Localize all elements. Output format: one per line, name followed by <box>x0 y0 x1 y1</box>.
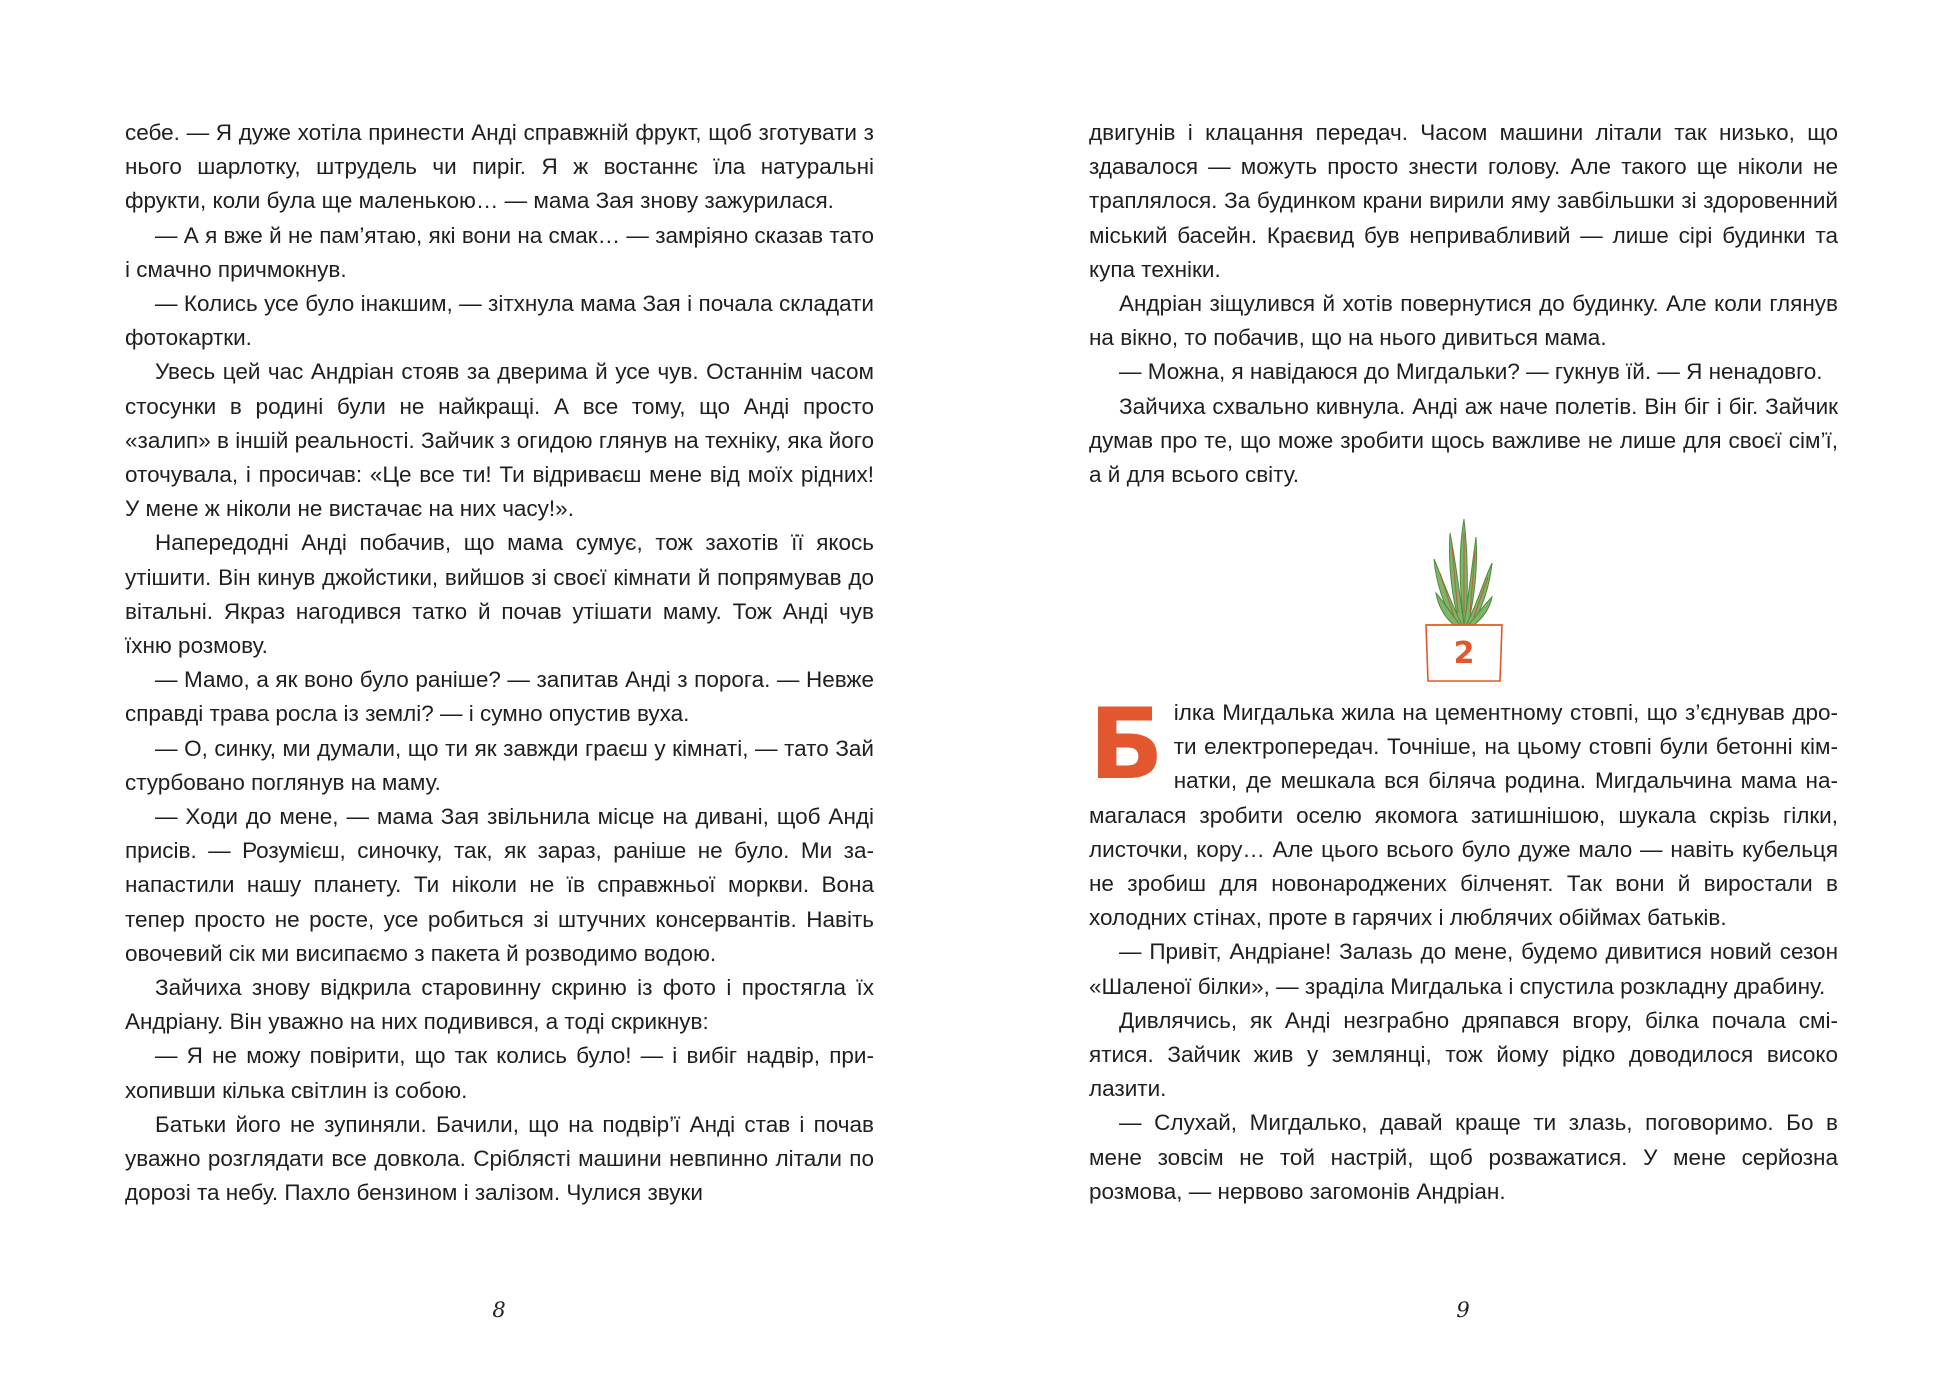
paragraph: — Ходи до мене, — мама Зая звільнила місце на дивані, щоб Анді присів. — Розумієш, синочку, так, як зараз, раніше не було. Ми занапастили нашу планету. Ти ніколи не їв справжньої моркви. Вона тепер просто не росте, усе робиться зі штучних консервантів. Навіть овочевий сік ми висипаємо з пакета й розводимо водою. <box>125 804 874 966</box>
paragraph: Увесь цей час Андріан стояв за дверима й усе чув. Останнім часом стосунки в родині були не найкращі. А все тому, що Анді просто «залип» в іншій реальності. Зайчик з огидою глянув на техніку, яка його оточувала, і просичав: «Це все ти! Ти відриваєш мене від моїх рідних! У мене ж ніколи не вистачає на них часу!». <box>125 359 874 522</box>
paragraph: Андріан зіщулився й хотів повернутися до будинку. Але коли глянув на вікно, то побачив, що на нього дивиться мама. <box>1089 291 1838 351</box>
plant-leaves <box>1434 519 1492 625</box>
paragraph: — Привіт, Андріане! Залазь до мене, будемо дивитися новий сезон «Шаленої білки», — зраділа Мигдалька і спустила розкладну драбину. <box>1089 939 1838 999</box>
chapter-number: 2 <box>1453 636 1475 671</box>
paragraph: Зайчиха знову відкрила старовинну скриню із фото і простягла їх Андріану. Він уважно на них подивився, а тоді скрикнув: <box>125 975 874 1035</box>
paragraph: — Можна, я навідаюся до Мигдальки? — гукнув їй. — Я ненадовго. <box>1119 359 1823 385</box>
paragraph: двигунів і клацання передач. Часом машини літали так низько, що здавалося — можуть просто знести голову. Але такого ще ніколи не траплялося. За будинком крани вирили яму завбільшки зі здоровенний міський басейн. Краєвид був непривабливий — лише сірі будинки та купа техніки. <box>1089 120 1838 282</box>
paragraph: Дивлячись, як Анді незграбно дряпався вгору, білка почала сміятися. Зайчик жив у землянці, тож йому рідко доводилося високо лазити. <box>1089 1007 1838 1102</box>
paragraph: — Колись усе було інакшим, — зітхнула мама Зая і почала складати фотокартки. <box>125 291 874 351</box>
paragraph: — О, синку, ми думали, що ти як завжди граєш у кімнаті, — тато Зай стурбовано поглянув на маму. <box>125 735 874 795</box>
dropcap-letter: Б <box>1089 688 1164 802</box>
paragraph: — Я не можу повірити, що так колись було! — і вибіг надвір, прихопивши кілька світлин із собою. <box>125 1043 874 1103</box>
paragraph: — А я вже й не пам’ятаю, які вони на смак… — замріяно сказав тато і смачно причмокнув. <box>125 222 874 282</box>
paragraph: — Слухай, Мигдалько, давай краще ти злазь, поговоримо. Бо в мене зовсім не той настрій, щоб розважатися. У мене серйозна розмова, — нервово загомонів Андріан. <box>1089 1110 1838 1204</box>
page-number: 9 <box>1456 1298 1470 1322</box>
paragraph: — Мамо, а як воно було раніше? — запитав Анді з порога. — Невже справді трава росла із землі? — і сумно опустив вуха. <box>125 667 874 727</box>
left-page <box>0 0 974 1388</box>
paragraph: Зайчиха схвально кивнула. Анді аж наче полетів. Він біг і біг. Зайчик думав про те, що може зробити щось важливе не лише для своєї сім’ї, а й для всього світу. <box>1089 393 1838 488</box>
right-page-text-top <box>1089 116 1838 492</box>
page-number: 8 <box>492 1298 506 1322</box>
right-page-text-bottom <box>1089 688 1838 1209</box>
paragraph: Батьки його не зупиняли. Бачили, що на подвір’ї Анді став і почав уважно розглядати все довкола. Сріблясті машини невпинно літали по дорозі та небу. Пахло бензином і залізом. Чулися звуки <box>125 1111 874 1206</box>
left-page-text <box>125 116 874 1211</box>
right-page <box>975 0 1949 1388</box>
chapter-opening-text: ілка Мигдалька жила на цементному стовпі, що з’єднував дроти електропередач. Точніше, на цьому стовпі були бетонні кімнатки, де мешкала вся біляча родина. Мигдальчина мама намагалася зробити оселю якомога затишнішою, шукала скрізь гілки, листочки, кору… Але цього всього було дуже мало — навіть кубельця не зробиш для новонароджених білченят. Так вони й виростали в холодних стінах, проте в гарячих і люблячих обіймах батьків. <box>1089 700 1838 931</box>
chapter-opening-paragraph <box>1089 688 1838 935</box>
paragraph: Напередодні Анді побачив, що мама сумує, тож захотів її якось утішити. Він кинув джойстики, вийшов зі своєї кімнати й попрямував до вітальні. Якраз нагодився татко й почав утішати маму. Тож Анді чув їхню розмову. <box>125 530 874 659</box>
paragraph: себе. — Я дуже хотіла принести Анді справжній фрукт, щоб зготувати з нього шарлотку, штрудель чи пиріг. Я ж востаннє їла натуральні фрукти, коли була ще маленькою… — мама Зая знову зажурилася. <box>125 120 874 214</box>
